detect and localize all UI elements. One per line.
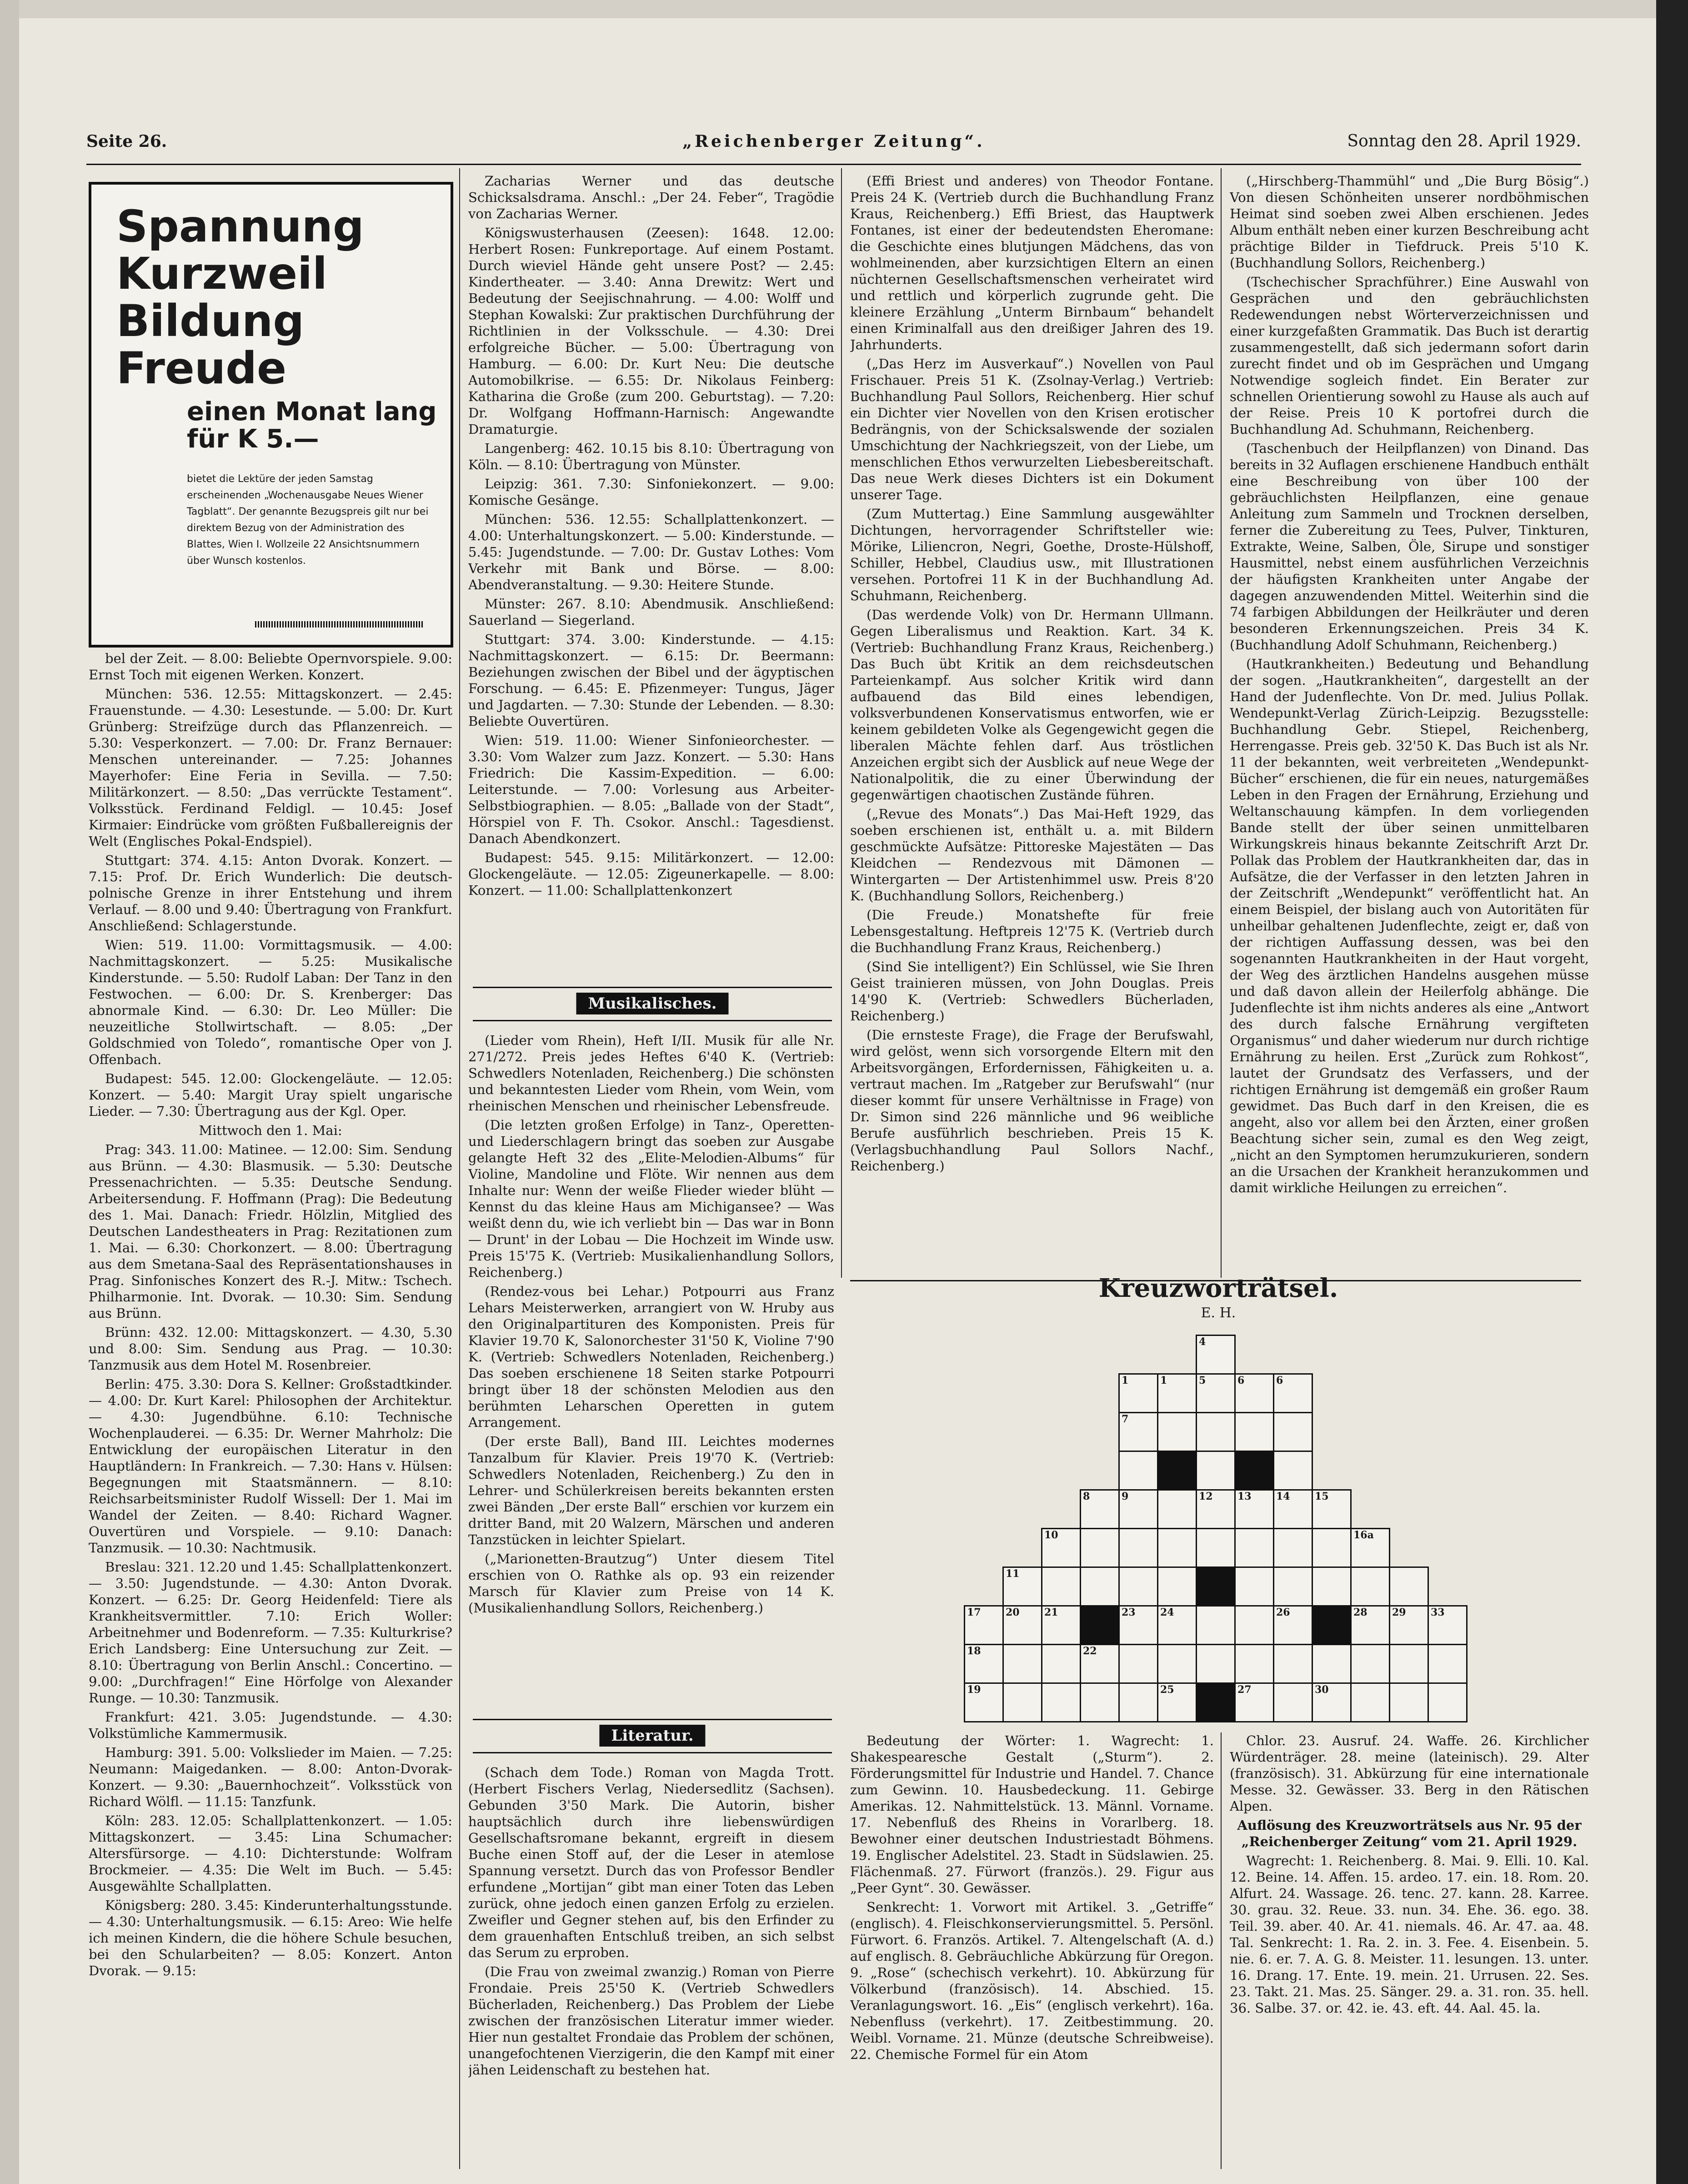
page-header xyxy=(86,132,1581,159)
crossword-cell: 33 xyxy=(1428,1605,1468,1645)
crossword-cell xyxy=(1273,1682,1313,1722)
crossword-cell: 16a xyxy=(1350,1528,1390,1568)
crossword-cell xyxy=(1002,1644,1042,1684)
crossword-cell xyxy=(1080,1566,1120,1607)
column-divider xyxy=(1221,168,1222,1278)
crossword-cell xyxy=(1196,1451,1236,1491)
crossword-cell xyxy=(1041,1566,1081,1607)
crossword-cell: 24 xyxy=(1157,1605,1197,1645)
section-header-music: Musikalisches. xyxy=(473,987,832,1021)
crossword-cell xyxy=(1157,1412,1197,1452)
crossword-cell xyxy=(1157,1566,1197,1607)
crossword-cell xyxy=(1118,1566,1158,1607)
column-divider xyxy=(459,168,460,2169)
issue-date: Sonntag den 28. April 1929. xyxy=(1347,132,1581,151)
page-edge-top xyxy=(0,0,1688,18)
crossword-cell xyxy=(1273,1451,1313,1491)
header-rule xyxy=(86,164,1581,165)
crossword-cell xyxy=(1350,1682,1390,1722)
crossword-cell xyxy=(1389,1644,1429,1684)
crossword-cell: 30 xyxy=(1312,1682,1352,1722)
column-divider xyxy=(1221,1732,1222,2169)
crossword-cell: 10 xyxy=(1041,1528,1081,1568)
crossword-cell xyxy=(1273,1412,1313,1452)
crossword-cell: 20 xyxy=(1002,1605,1042,1645)
crossword-cell xyxy=(1312,1566,1352,1607)
crossword-cell: 22 xyxy=(1080,1644,1120,1684)
crossword-black-cell xyxy=(1196,1682,1236,1722)
page-edge-left xyxy=(0,0,19,2184)
crossword-cell xyxy=(1041,1682,1081,1722)
crossword-cell: 1 xyxy=(1157,1373,1197,1413)
crossword-cell xyxy=(1350,1566,1390,1607)
crossword-cell xyxy=(1196,1412,1236,1452)
ad-offer: einen Monat lang für K 5.— xyxy=(187,397,437,454)
crossword-cell xyxy=(1196,1644,1236,1684)
crossword-black-cell xyxy=(1196,1566,1236,1607)
crossword-cell: 7 xyxy=(1118,1412,1158,1452)
crossword-cell: 6 xyxy=(1273,1373,1313,1413)
crossword-cell: 5 xyxy=(1196,1373,1236,1413)
crossword-cell xyxy=(1273,1528,1313,1568)
crossword-cell xyxy=(1002,1682,1042,1722)
radio-program-column-1: bel der Zeit. — 8.00: Beliebte Opernvorspiele. 9.00: Ernst Toch mit eigenen Werken. Konzert. München: 536. 12.55: Mittagskonzert. — 2.45: Frauenstunde. — 4.30: Lesestunde. — 5.00: Dr. Kurt Grünberg: Streifzüge durch das Pflanzenreich. — 5.30: Vesperkonzert. — 7.00: Dr. Franz Bernauer: Menschen untereinander. — 7.25: Johannes Mayerhofer: Eine Feria in Sevilla. — 7.50: Militärkonzert. — 8.50: „Das verrückte Testament“. Volksstück. Ferdinand Feldigl. — 10.45: Josef Kirmaier: Eindrücke vom größten Fußballereignis der Welt (Englisches Pokal-Endspiel). Stuttgart: 374. 4.15: Anton Dvorak. Konzert. — 7.15: Prof. Dr. Erich Wunderlich: Die deutsch-polnische Grenze in ihrer Entstehung und ihrem Verlauf. — 8.00 und 9.40: Übertragung von Frankfurt. Anschließend: Schlagerstunde. Wien: 519. 11.00: Vormittagsmusik. — 4.00: Nachmittagskonzert. — 5.25: Musikalische Kinderstunde. — 5.50: Rudolf Laban: Der Tanz in den Festwochen. — 6.00: Dr. S. Krenberger: Das abnormale Kind. — 6.30: Dr. Leo Müller: Die neuzeitliche Stollwirtschaft. — 8.05: „Der Goldschmied von Toledo“, romantische Oper von J. Offenbach. Budapest: 545. 12.00: Glockengeläute. — 12.05: Konzert. — 5.40: Margit Uray spielt ungarische Lieder. — 7.30: Übertragung aus der Kgl. Oper. Mittwoch den 1. Mai: Prag: 343. 11.00: Matinee. — 12.00: Sim. Sendung aus Brünn. — 4.30: Blasmusik. — 5.30: Deutsche Pressenachrichten. — 5.35: Deutsche Sendung. Arbeitersendung. F. Hoffmann (Prag): Die Bedeutung des 1. Mai. Danach: Friedr. Hölzlin, Mitglied des Deutschen Landestheaters in Prag: Rezitationen zum 1. Mai. — 6.30: Chorkonzert. — 8.00: Übertragung aus dem Smetana-Saal des Repräsentationshauses in Prag. Sinfonisches Konzert des R.-J. Mitw.: Tschech. Philharmonie. Int. Dvorak. — 10.30: Sim. Sendung aus Brünn. Brünn: 432. 12.00: Mittagskonzert. — 4.30, 5.30 und 8.00: Sim. Sendung aus Prag. — 10.30: Tanzmusik aus dem Hotel M. Rosenbreier. Berlin: 475. 3.30: Dora S. Kellner: Großstadtkinder. — 4.00: Dr. Kurt Karel: Philosophen der Architektur. — 4.30: Jugendbühne. 6.10: Technische Wochenplauderei. — 6.35: Dr. Werner Mahrholz: Die Entwicklung der europäischen Literatur in den Hauptländern: In Frankreich. — 7.30: Hans v. Hülsen: Begegnungen mit Staatsmännern. — 8.10: Reichsarbeitsminister Rudolf Wissell: Der 1. Mai im Wandel der Zeiten. — 8.40: Richard Wagner. Ouvertüren und Vorspiele. — 9.10: Danach: Tanzmusik. — 10.30: Nachtmusik. Breslau: 321. 12.20 und 1.45: Schallplattenkonzert. — 3.50: Jugendstunde. — 4.30: Anton Dvorak. Konzert. — 6.25: Dr. Georg Heidenfeld: Tiere als Krankheitsvermittler. 7.10: Erich Woller: Arbeitnehmer und Bodenreform. — 7.35: Kulturkrise? Erich Landsberg: Eine Untersuchung zur Zeit. — 8.10: Übertragung von Berlin Anschl.: Concertino. — 9.00: „Durchfragen!“ Eine Hörfolge von Alexander Runge. — 10.30: Tanzmusik. Frankfurt: 421. 3.05: Jugendstunde. — 4.30: Volkstümliche Kammermusik. Hamburg: 391. 5.00: Volkslieder im Maien. — 7.25: Neumann: Maigedanken. — 8.00: Anton-Dvorak-Konzert. — 9.30: „Bauernhochzeit“. Volksstück von Richard Wölfl. — 11.15: Tanzfunk. Köln: 283. 12.05: Schallplattenkonzert. — 1.05: Mittagskonzert. — 3.45: Lina Schumacher: Altersfürsorge. — 4.10: Dichterstunde: Wolfram Brockmeier. — 4.35: Die Welt im Buch. — 5.45: Ausgewählte Schallplatten. Königsberg: 280. 3.45: Kinderunterhaltungsstunde. — 4.30: Unterhaltungsmusik. — 6.15: Areo: Wie helfe ich meinen Kindern, die die höhere Schule besuchen, bei den Schularbeiten? — 8.05: Konzert. Anton Dvorak. — 9.15: xyxy=(89,651,452,1978)
ad-headline: Spannung Kurzweil Bildung Freude xyxy=(116,201,364,394)
crossword-clues-continued: Chlor. 23. Ausruf. 24. Waffe. 26. Kirchlicher Würdenträger. 28. meine (lateinisch). 29. Alter (französisch). 31. Abkürzung für eine internationale Messe. 32. Gewässer. 33. Berg in den Rätischen Alpen. Auflösung des Kreuzworträtsels aus Nr. 95 der „Reichenberger Zeitung“ vom 21. April 1929. Wagrecht: 1. Reichenberg. 8. Mai. 9. Elli. 10. Kal. 12. Beine. 14. Affen. 15. ardeo. 17. ein. 18. Rom. 20. Alfurt. 24. Wassage. 26. tenc. 27. kann. 28. Karree. 30. grau. 32. Reue. 33. nun. 34. Ehe. 36. ego. 38. Teil. 39. aber. 40. Ar. 41. niemals. 46. Ar. 47. aa. 48. Tal. Senkrecht: 1. Ra. 2. in. 3. Fee. 4. Eisenbein. 5. nie. 6. er. 7. A. G. 8. Meister. 11. lesungen. 13. unter. 16. Drang. 17. Ente. 19. mein. 21. Urrusen. 22. Ses. 23. Takt. 21. Mas. 25. Sänger. 29. a. 31. ron. 35. hell. 36. Salbe. 37. or. 42. ie. 43. eft. 44. Aal. 45. la. xyxy=(1230,1733,1589,2016)
newspaper-name: „Reichenberger Zeitung“. xyxy=(682,132,985,151)
crossword-clues: Bedeutung der Wörter: 1. Wagrecht: 1. Shakespearesche Gestalt („Sturm“). 2. Förderungsmittel für Industrie und Handel. 7. Chance zum Gewinn. 10. Hausbedeckung. 11. Gebirge Amerikas. 12. Nahmittelstück. 13. Männl. Vorname. 17. Nebenfluß des Rheins in Vorarlberg. 18. Bewohner einer deutschen Industriestadt Böhmens. 19. Englischer Adelstitel. 23. Stadt in Südslawien. 25. Flächenmaß. 27. Fürwort (französ.). 29. Figur aus „Peer Gynt“. 30. Gewässer. Senkrecht: 1. Vorwort mit Artikel. 3. „Getriffe“ (englisch). 4. Fleischkonservierungsmittel. 5. Persönl. Fürwort. 6. Französ. Artikel. 7. Altengelschaft (A. d.) auf englisch. 8. Gebräuchliche Abkürzung für Oregon. 9. „Rose“ (schechisch verkehrt). 10. Abkürzung für Völkerbund (französisch). 14. Abschied. 15. Veranlagungswort. 16. „Eis“ (englisch verkehrt). 16a. Nebenfluss (verkehrt). 17. Zeitbestimmung. 20. Weibl. Vorname. 21. Münze (deutsche Schreibweise). 22. Chemische Formel für ein Atom xyxy=(850,1733,1214,2062)
crossword-cell xyxy=(1157,1489,1197,1529)
crossword-cell xyxy=(1196,1605,1236,1645)
crossword-cell xyxy=(1350,1644,1390,1684)
crossword-cell xyxy=(1273,1644,1313,1684)
crossword-cell xyxy=(1118,1682,1158,1722)
crossword-black-cell xyxy=(1157,1451,1197,1491)
crossword-cell: 25 xyxy=(1157,1682,1197,1722)
crossword-cell: 13 xyxy=(1234,1489,1274,1529)
crossword-cell: 8 xyxy=(1080,1489,1120,1529)
column-divider xyxy=(841,168,842,1278)
crossword-cell: 17 xyxy=(964,1605,1004,1645)
crossword-cell xyxy=(1118,1528,1158,1568)
crossword-cell: 6 xyxy=(1234,1373,1274,1413)
ad-decoration xyxy=(255,621,423,628)
crossword-cell: 14 xyxy=(1273,1489,1313,1529)
crossword-cell: 4 xyxy=(1196,1335,1236,1375)
crossword-cell: 9 xyxy=(1118,1489,1158,1529)
crossword-solution-title: Auflösung des Kreuzworträtsels aus Nr. 95 der „Reichenberger Zeitung“ vom 21. April 1929. xyxy=(1237,1817,1582,1849)
book-reviews-column-5: („Hirschberg-Thammühl“ und „Die Burg Bösig“.) Von diesen Schönheiten unserer nordböhmischen Heimat sind soeben zwei Alben erschienen. Jedes Album enthält neben einer kurzen Beschreibung acht prächtige Bilder in Tiefdruck. Preis 5'10 K. (Buchhandlung Sollors, Reichenberg.) (Tschechischer Sprachführer.) Eine Auswahl von Gesprächen und den gebräuchlichsten Redewendungen nebst Wörterverzeichnissen und einer kurzgefaßten Grammatik. Das Buch ist derartig zusammengestellt, daß sich jedermann sofort darin zurecht findet und ob im Gesprächen und Umgang Notwendige sogleich findet. Ein Berater zur schnellen Orientierung sowohl zu Hause als auch auf der Reise. Preis 10 K portofrei durch die Buchhandlung Ad. Schuhmann, Reichenberg. (Taschenbuch der Heilpflanzen) von Dinand. Das bereits in 32 Auflagen erschienene Handbuch enthält eine Beschreibung von über 100 der gebräuchlichsten Heilpflanzen, eine genaue Anleitung zum Sammeln und Trocknen derselben, ferner die Zubereitung zu Tees, Pulver, Tinkturen, Extrakte, Weine, Salben, Öle, Sirupe und sonstiger Hausmittel, nebst einem ausführlichen Verzeichnis der häufigsten Krankheiten unter Angabe der dagegen anzuwendenden Mittel. Weiterhin sind die 74 farbigen Abbildungen der Heilkräuter und deren besonderen Erkennungszeichen. Preis 34 K. (Buchhandlung Adolf Schuhmann, Reichenberg.) (Hautkrankheiten.) Bedeutung und Behandlung der sogen. „Hautkrankheiten“, dargestellt an der Hand der Judenflechte. Von Dr. med. Julius Pollak. Wendepunkt-Verlag Zürich-Leipzig. Bezugsstelle: Buchhandlung Gebr. Stiepel, Reichenberg, Herrengasse. Preis geb. 32'50 K. Das Buch ist als Nr. 11 der bekannten, weit verbreiteten „Wendepunkt-Bücher“ erschienen, die für ein neues, naturgemäßes Leben in den Fragen der Ernährung, Erziehung und Weltanschauung kämpfen. In dem vorliegenden Bande stellt der über seinen unmittelbaren Wirkungskreis hinaus bekannte Zeitschrift Arzt Dr. Pollak das Problem der Hautkrankheiten dar, das in Aufsätze, die der Verfasser in den letzten Jahren in der Zeitschrift „Wendepunkt“ veröffentlicht hat. An einem Beispiel, der bislang auch von Autoritäten für unheilbar gehaltenen Judenflechte, zeigt er, daß von der richtigen Auffassung dessen, was bei den sogenannten Hautkrankheiten in der Haut vorgeht, der Weg des ärztlichen Handelns ausgehen müsse und daß davon allein der Heilerfolg abhänge. Die Judenflechte ist ihm nichts anderes als eine „Antwort des durch falsche Ernährung vergifteten Organismus“ und daher wiederum nur durch richtige Ernährung zu heilen. Erst „Zurück zum Rohkost“, lautet der Grundsatz des Verfassers, und der richtigen Ernährung ist demgemäß ein großer Raum gewidmet. Das Buch darf in den Kreisen, die es angeht, also vor allem bei den Ärzten, einer großen Beachtung sicher sein, zumal es den Weg zeigt, „nicht an den Symptomen herumzukurieren, sondern an die Ursachen der Krankheit heranzukommen und damit wirkliche Heilungen zu erreichen“. xyxy=(1230,173,1589,1195)
radio-program-column-2: Zacharias Werner und das deutsche Schicksalsdrama. Anschl.: „Der 24. Feber“, Tragödie von Zacharias Werner. Königswusterhausen (Zeesen): 1648. 12.00: Herbert Rosen: Funkreportage. Auf einem Postamt. Durch wieviel Hände geht unsere Post? — 2.45: Kindertheater. — 3.40: Anna Drewitz: Wert und Bedeutung der Seejischnahrung. — 4.00: Wolff und Stephan Kowalski: Zur praktischen Durchführung der Richtlinien in der Volksschule. — 4.30: Drei erfolgreiche Bücher. — 5.00: Übertragung von Hamburg. — 6.00: Dr. Kurt Neu: Die deutsche Automobilkrise. — 6.55: Dr. Nikolaus Feinberg: Katharina die Große (zum 200. Geburtstag). — 7.20: Dr. Wolfgang Hoffmann-Harnisch: Angewandte Dramaturgie. Langenberg: 462. 10.15 bis 8.10: Übertragung von Köln. — 8.10: Übertragung von Münster. Leipzig: 361. 7.30: Sinfoniekonzert. — 9.00: Komische Gesänge. München: 536. 12.55: Schallplattenkonzert. — 4.00: Unterhaltungskonzert. — 5.00: Kinderstunde. — 5.45: Jugendstunde. — 7.00: Dr. Gustav Lothes: Vom Verkehr mit Bank und Börse. — 8.00: Abendveranstaltung. — 9.30: Heitere Stunde. Münster: 267. 8.10: Abendmusik. Anschließend: Sauerland — Siegerland. Stuttgart: 374. 3.00: Kinderstunde. — 4.15: Nachmittagskonzert. — 6.15: Dr. Beermann: Beziehungen zwischen der Bibel und der ägyptischen Forschung. — 6.45: E. Pfizenmeyer: Tungus, Jäger und Jagdarten. — 7.30: Stunde der Lebenden. — 8.30: Beliebte Ouvertüren. Wien: 519. 11.00: Wiener Sinfonieorchester. — 3.30: Vom Walzer zum Jazz. Konzert. — 5.30: Hans Friedrich: Die Kassim-Expedition. — 6.00: Leiterstunde. — 7.00: Vorlesung aus Arbeiter-Selbstbiographien. — 8.05: „Ballade von der Stadt“, Hörspiel von F. Th. Csokor. Anschl.: Tagesdienst. Danach Abendkonzert. Budapest: 545. 9.15: Militärkonzert. — 12.00: Glockengeläute. — 12.05: Zigeunerkapelle. — 8.00: Konzert. — 11.00: Schallplattenkonzert xyxy=(468,173,834,898)
crossword-cell: 28 xyxy=(1350,1605,1390,1645)
crossword-cell xyxy=(1234,1605,1274,1645)
page-edge-right xyxy=(1656,0,1688,2184)
crossword-cell xyxy=(1196,1528,1236,1568)
crossword-cell xyxy=(1234,1528,1274,1568)
crossword-cell: 15 xyxy=(1312,1489,1352,1529)
crossword-cell xyxy=(1080,1528,1120,1568)
literature-reviews: (Schach dem Tode.) Roman von Magda Trott. (Herbert Fischers Verlag, Niedersedlitz (Sachsen). Gebunden 3'50 Mark. Die Autorin, bisher hauptsächlich durch ihre liebenswürdigen Gesellschaftsromane bekannt, ergreift in diesem Buche einen Stoff auf, der die Leser in atemlose Spannung versetzt. Durch das von Professor Bendler erfundene „Mortijan“ gibt man einer Toten das Leben zurück, ohne jedoch einen ganzen Erfolg zu erzielen. Zweifler und Gegner stehen auf, bis den Erfinder zu dem grauenhaften Entschluß treiben, an sich selbst das Serum zu erproben. (Die Frau von zweimal zwanzig.) Roman von Pierre Frondaie. Preis 25'50 K. (Vertrieb Schwedlers Bücherladen, Reichenberg.) Das Problem der Liebe zwischen der französischen Literatur immer wieder. Hier nun gestaltet Frondaie das Problem der schönen, unangefochtenen Vierzigerin, die den Kampf mit einer jähen Leidenschaft zu bestehen hat. xyxy=(468,1765,834,2078)
crossword-cell: 29 xyxy=(1389,1605,1429,1645)
crossword-black-cell xyxy=(1234,1451,1274,1491)
crossword-cell xyxy=(1428,1644,1468,1684)
crossword-black-cell xyxy=(1312,1605,1352,1645)
crossword-cell xyxy=(1118,1451,1158,1491)
crossword-cell xyxy=(1041,1644,1081,1684)
music-reviews: (Lieder vom Rhein), Heft I/II. Musik für alle Nr. 271/272. Preis jedes Heftes 6'40 K. (Vertrieb: Schwedlers Notenladen, Reichenberg.) Die schönsten und bekanntesten Lieder vom Rhein, vom Wein, vom rheinischen Menschen und rheinischer Lebensfreude. (Die letzten großen Erfolge) in Tanz-, Operetten- und Liederschlagern bringt das soeben zur Ausgabe gelangte Heft 32 des „Elite-Melodien-Albums“ für Violine, Mandoline und Flöte. Wir nennen aus dem Inhalte nur: Wenn der weiße Flieder wieder blüht — Kennst du das kleine Haus am Michigansee? — Was weißt denn du, wie ich verliebt bin — Das war in Bonn — Drunt' in der Lobau — Die Hochzeit im Winde usw. Preis 15'75 K. (Vertrieb: Musikalienhandlung Sollors, Reichenberg.) (Rendez-vous bei Lehar.) Potpourri aus Franz Lehars Meisterwerken, arrangiert von W. Hruby aus den Originalpartituren des Komponisten. Preis für Klavier 19.70 K, Salonorchester 31'50 K, Violine 7'90 K. (Vertrieb: Schwedlers Notenladen, Reichenberg.) Das soeben erschienene 18 Seiten starke Potpourri bringt über 18 der schönsten Melodien aus den berühmten Leharschen Operetten in gutem Arrangement. (Der erste Ball), Band III. Leichtes modernes Tanzalbum für Klavier. Preis 19'70 K. (Vertrieb: Schwedlers Notenladen, Reichenberg.) Zu den in Lehrer- und Schülerkreisen bereits bekannten ersten zwei Bänden „Der erste Ball“ erschien vor kurzem ein dritter Band, mit 20 Walzern, Märschen und anderen Tanzstücken in leichter Spielart. („Marionetten-Brautzug“) Unter diesem Titel erschien von O. Rathke als op. 93 ein reizender Marsch für Klavier zum Preise von 14 K. (Musikalienhandlung Sollors, Reichenberg.) xyxy=(468,1033,834,1616)
crossword-cell xyxy=(1234,1412,1274,1452)
crossword-cell: 12 xyxy=(1196,1489,1236,1529)
section-header-literature: Literatur. xyxy=(473,1719,832,1753)
crossword-cell: 18 xyxy=(964,1644,1004,1684)
ad-body: bietet die Lektüre der jeden Samstag erscheinenden „Wochenausgabe Neues Wiener Tagblatt“. Der genannte Bezugspreis gilt nur bei direktem Bezug von der Administration des Blattes, Wien I. Wollzeile 22 Ansichtsnummern über Wunsch kostenlos. xyxy=(187,473,429,567)
crossword-cell xyxy=(1234,1566,1274,1607)
crossword-cell xyxy=(1157,1644,1197,1684)
crossword-cell: 19 xyxy=(964,1682,1004,1722)
crossword-author: E. H. xyxy=(1201,1305,1236,1321)
crossword-cell: 27 xyxy=(1234,1682,1274,1722)
crossword-cell: 1 xyxy=(1118,1373,1158,1413)
advertisement-box xyxy=(89,182,453,648)
crossword-cell xyxy=(1080,1682,1120,1722)
crossword-cell: 23 xyxy=(1118,1605,1158,1645)
crossword-cell xyxy=(1389,1566,1429,1607)
crossword-cell xyxy=(1312,1644,1352,1684)
crossword-cell xyxy=(1273,1566,1313,1607)
crossword-black-cell xyxy=(1080,1605,1120,1645)
crossword-cell xyxy=(1118,1644,1158,1684)
crossword-cell xyxy=(1157,1528,1197,1568)
crossword-cell xyxy=(1428,1682,1468,1722)
book-reviews-column-4: (Effi Briest und anderes) von Theodor Fontane. Preis 24 K. (Vertrieb durch die Buchhandlung Franz Kraus, Reichenberg.) Effi Briest, das Hauptwerk Fontanes, ist einer der bedeutendsten Eheromane: die Geschichte eines blutjungen Mädchens, das von wohlmeinenden, aber kurzsichtigen Eltern an einen nüchternen Gesellschaftsmenschen verheiratet wird und rettlich und körperlich zugrunde geht. Die kleinere Erzählung „Unterm Birnbaum“ behandelt einen Kriminalfall aus den dreißiger Jahren des 19. Jahrhunderts. („Das Herz im Ausverkauf“.) Novellen von Paul Frischauer. Preis 51 K. (Zsolnay-Verlag.) Vertrieb: Buchhandlung Paul Sollors, Reichenberg. Hier schuf ein Dichter vier Novellen von den Krisen erotischer Bedrängnis, von der Schicksalswende der sozialen Umschichtung der Nachkriegszeit, von der Liebe, um menschlichen Ethos verwurzelten Liebesbereitschaft. Das neue Werk dieses Dichters ist ein Dokument unserer Tage. (Zum Muttertag.) Eine Sammlung ausgewählter Dichtungen, hervorragender Schriftsteller wie: Mörike, Liliencron, Negri, Goethe, Droste-Hülshoff, Schiller, Hebbel, Claudius usw., mit Illustrationen versehen. Portofrei 11 K in der Buchhandlung Ad. Schuhmann, Reichenberg. (Das werdende Volk) von Dr. Hermann Ullmann. Gegen Liberalismus und Reaktion. Kart. 34 K. (Vertrieb: Buchhandlung Franz Kraus, Reichenberg.) Das Buch übt Kritik an dem reichsdeutschen Parteienkampf. Aus solcher Kritik wird dann aufbauend das Bild eines lebendigen, volksverbundenen Konservatismus entworfen, wie er keinem gebildeten Volke als Gegengewicht gegen die liberalen Mächte fehlen darf. Aus tröstlichen Anzeichen ergibt sich der Ausblick auf neue Wege der Nationalpolitik, die zu einer Überwindung der gegenwärtigen chaotischen Zustände führen. („Revue des Monats“.) Das Mai-Heft 1929, das soeben erschienen ist, enthält u. a. mit Bildern geschmückte Aufsätze: Pittoreske Majestäten — Das Kleidchen — Rendezvous mit Dämonen — Wintergarten — Der Artistenhimmel usw. Preis 8'20 K. (Buchhandlung Sollors, Reichenberg.) (Die Freude.) Monatshefte für freie Lebensgestaltung. Heftpreis 12'75 K. (Vertrieb durch die Buchhandlung Franz Kraus, Reichenberg.) (Sind Sie intelligent?) Ein Schlüssel, wie Sie Ihren Geist trainieren müssen, von John Douglas. Preis 14'90 K. (Vertrieb: Schwedlers Bücherladen, Reichenberg.) (Die ernsteste Frage), die Frage der Berufswahl, wird gelöst, wenn sich vorsorgende Eltern mit den Arbeitsvorgängen, Erfordernissen, Fähigkeiten u. a. vertraut machen. Im „Ratgeber zur Berufswahl“ (nur dieser kommt für unsere Verhältnisse in Frage) von Dr. Simon sind 226 männliche und 96 weibliche Berufe ausführlich beschrieben. Preis 15 K. (Verlagsbuchhandlung Paul Sollors Nachf., Reichenberg.) xyxy=(850,173,1214,1174)
crossword-cell: 26 xyxy=(1273,1605,1313,1645)
crossword-solution-text: Wagrecht: 1. Reichenberg. 8. Mai. 9. Elli. 10. Kal. 12. Beine. 14. Affen. 15. ardeo. 17. ein. 18. Rom. 20. Alfurt. 24. Wassage. 26. tenc. 27. kann. 28. Karree. 30. grau. 32. Reue. 33. nun. 34. Ehe. 36. ego. 38. Teil. 39. aber. 40. Ar. 41. niemals. 46. Ar. 47. aa. 48. Tal. Senkrecht: 1. Ra. 2. in. 3. Fee. 4. Eisenbein. 5. nie. 6. er. 7. A. G. 8. Meister. 11. lesungen. 13. unter. 16. Drang. 17. Ente. 19. mein. 21. Urrusen. 22. Ses. 23. Takt. 21. Mas. 25. Sänger. 29. a. 31. ron. 35. hell. 36. Salbe. 37. or. 42. ie. 43. eft. 44. Aal. 45. la. xyxy=(1230,1853,1589,2016)
crossword-title: Kreuzworträtsel. xyxy=(1098,1273,1338,1303)
page-number: Seite 26. xyxy=(86,132,167,151)
crossword-cell: 21 xyxy=(1041,1605,1081,1645)
crossword-cell: 11 xyxy=(1002,1566,1042,1607)
crossword-cell xyxy=(1234,1644,1274,1684)
crossword-cell xyxy=(1389,1682,1429,1722)
crossword-cell xyxy=(1312,1528,1352,1568)
day-heading: Mittwoch den 1. Mai: xyxy=(199,1123,342,1138)
